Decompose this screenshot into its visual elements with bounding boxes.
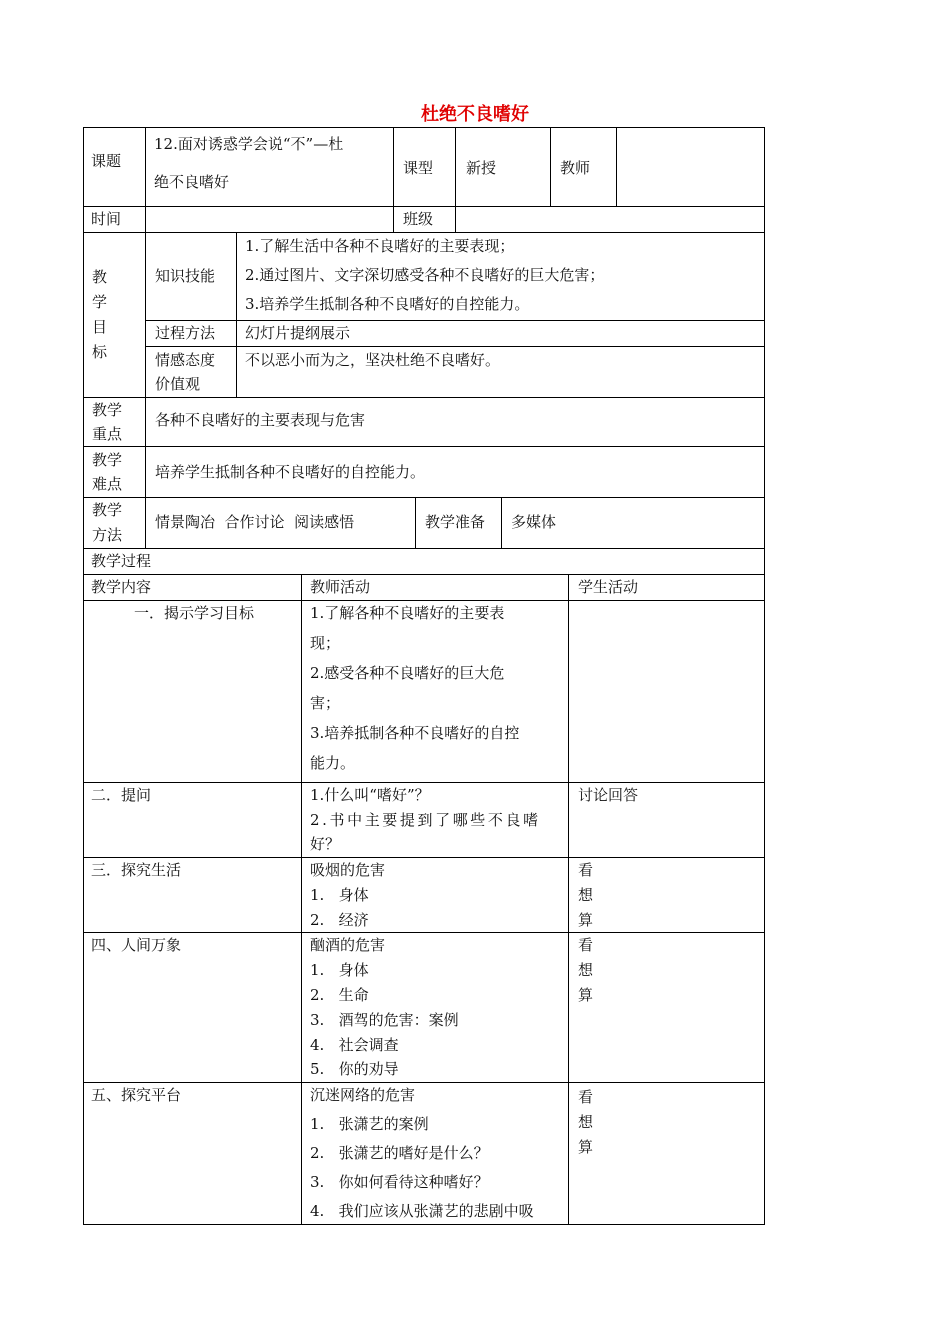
- difficulties-label-line-2: 难点: [92, 475, 123, 493]
- teacher-activity-line: 3.培养抵制各种不良嗜好的自控: [310, 724, 520, 742]
- type-value: 新授: [466, 159, 497, 177]
- process-row-content: 三．探究生活: [91, 861, 182, 879]
- process-section-label: 教学过程: [91, 552, 152, 570]
- teacher-activity-line: 1. 张潇艺的案例: [310, 1115, 429, 1133]
- topic-line-2: 绝不良嗜好: [154, 173, 230, 191]
- difficulties-value: 培养学生抵制各种不良嗜好的自控能力。: [155, 463, 426, 481]
- teacher-activity-line: 1. 身体: [310, 886, 369, 904]
- knowledge-item: 2.通过图片、文字深切感受各种不良嗜好的巨大危害；: [245, 266, 605, 284]
- teacher-activity-line: 现；: [310, 634, 341, 652]
- process-row-content: 四、人间万象: [91, 936, 182, 954]
- teacher-activity-line: 害；: [310, 694, 341, 712]
- teacher-activity-line: 2. 生命: [310, 986, 369, 1004]
- row-divider: [83, 548, 765, 549]
- teacher-activity-line: 沉迷网络的危害: [310, 1086, 416, 1104]
- difficulties-label-line-1: 教学: [92, 451, 123, 469]
- teacher-activity-line: 酗酒的危害: [310, 936, 386, 954]
- topic-label: 课题: [91, 152, 122, 170]
- row-divider: [145, 346, 765, 347]
- col-header-content: 教学内容: [91, 578, 152, 596]
- row-divider: [83, 857, 765, 858]
- col-header-teacher: 教师活动: [310, 578, 371, 596]
- methods-value: 情景陶冶 合作讨论 阅读感悟: [155, 513, 355, 531]
- col-divider: [236, 232, 237, 397]
- methods-label-line-2: 方法: [92, 526, 123, 544]
- process-row-content: 五、探究平台: [91, 1086, 182, 1104]
- emotion-value: 不以恶小而为之，坚决杜绝不良嗜好。: [245, 351, 501, 369]
- col-divider: [455, 127, 456, 232]
- row-divider: [83, 232, 765, 233]
- knowledge-label: 知识技能: [155, 267, 216, 285]
- student-activity-line: 算: [578, 986, 594, 1004]
- type-label: 课型: [403, 159, 434, 177]
- student-activity-line: 想: [578, 961, 594, 979]
- key-points-label-line-2: 重点: [92, 425, 123, 443]
- teacher-activity-line: 4. 我们应该从张潇艺的悲剧中吸: [310, 1202, 534, 1220]
- col-divider: [145, 127, 146, 548]
- col-divider: [501, 497, 502, 548]
- col-divider: [393, 127, 394, 232]
- emotion-label-line-1: 情感态度: [155, 351, 216, 369]
- key-points-label-line-1: 教学: [92, 401, 123, 419]
- teacher-activity-line: 2.感受各种不良嗜好的巨大危: [310, 664, 505, 682]
- col-header-student: 学生活动: [578, 578, 639, 596]
- teacher-activity-line: 吸烟的危害: [310, 861, 386, 879]
- objectives-label-char: 教: [92, 268, 108, 286]
- student-activity-line: 算: [578, 1138, 594, 1156]
- teacher-activity-line: 3. 你如何看待这种嗜好？: [310, 1173, 489, 1191]
- teacher-activity-line: 3. 酒驾的危害：案例: [310, 1011, 459, 1029]
- teacher-activity-line: 1.什么叫“嗜好”？: [310, 786, 430, 804]
- objectives-label-char: 标: [92, 343, 108, 361]
- teacher-activity-line: 2. 经济: [310, 911, 369, 929]
- student-activity-line: 算: [578, 911, 594, 929]
- student-activity-line: 看: [578, 936, 594, 954]
- teacher-activity-line: 1.了解各种不良嗜好的主要表: [310, 604, 505, 622]
- knowledge-item: 3.培养学生抵制各种不良嗜好的自控能力。: [245, 295, 530, 313]
- teacher-label: 教师: [560, 159, 591, 177]
- teacher-activity-line: 能力。: [310, 754, 356, 772]
- col-divider: [568, 574, 569, 1225]
- col-divider: [616, 127, 617, 207]
- row-divider: [83, 446, 765, 447]
- process-row-content: 二．提问: [91, 786, 152, 804]
- student-activity-line: 想: [578, 886, 594, 904]
- class-label: 班级: [403, 210, 434, 228]
- teacher-activity-line: 4. 社会调查: [310, 1036, 399, 1054]
- page-title: 杜绝不良嗜好: [421, 104, 529, 125]
- process-method-value: 幻灯片提纲展示: [245, 324, 351, 342]
- col-divider: [301, 574, 302, 1225]
- teacher-activity-line: 5. 你的劝导: [310, 1060, 399, 1078]
- row-divider: [145, 320, 765, 321]
- prep-label: 教学准备: [425, 513, 486, 531]
- process-method-label: 过程方法: [155, 324, 216, 342]
- time-label: 时间: [91, 210, 122, 228]
- col-divider: [415, 497, 416, 548]
- objectives-label-char: 目: [92, 318, 108, 336]
- emotion-label-line-2: 价值观: [155, 375, 201, 393]
- methods-label-line-1: 教学: [92, 501, 123, 519]
- row-divider: [83, 574, 765, 575]
- topic-line-1: 12.面对诱惑学会说“不”—杜: [154, 135, 344, 153]
- row-divider: [83, 1082, 765, 1083]
- row-divider: [83, 397, 765, 398]
- teacher-activity-line: 好？: [310, 835, 341, 853]
- student-activity-line: 想: [578, 1113, 594, 1131]
- knowledge-item: 1.了解生活中各种不良嗜好的主要表现；: [245, 237, 515, 255]
- process-row-content: 一．揭示学习目标: [134, 604, 255, 622]
- row-divider: [83, 932, 765, 933]
- student-activity-line: 看: [578, 861, 594, 879]
- row-divider: [83, 497, 765, 498]
- key-points-value: 各种不良嗜好的主要表现与危害: [155, 411, 366, 429]
- col-divider: [550, 127, 551, 207]
- teacher-activity-line: 2. 张潇艺的嗜好是什么？: [310, 1144, 489, 1162]
- student-activity-line: 讨论回答: [578, 786, 639, 804]
- student-activity-line: 看: [578, 1088, 594, 1106]
- objectives-label-char: 学: [92, 293, 108, 311]
- prep-value: 多媒体: [511, 513, 557, 531]
- teacher-activity-line: 2.书中主要提到了哪些不良嗜: [310, 811, 541, 829]
- teacher-activity-line: 1. 身体: [310, 961, 369, 979]
